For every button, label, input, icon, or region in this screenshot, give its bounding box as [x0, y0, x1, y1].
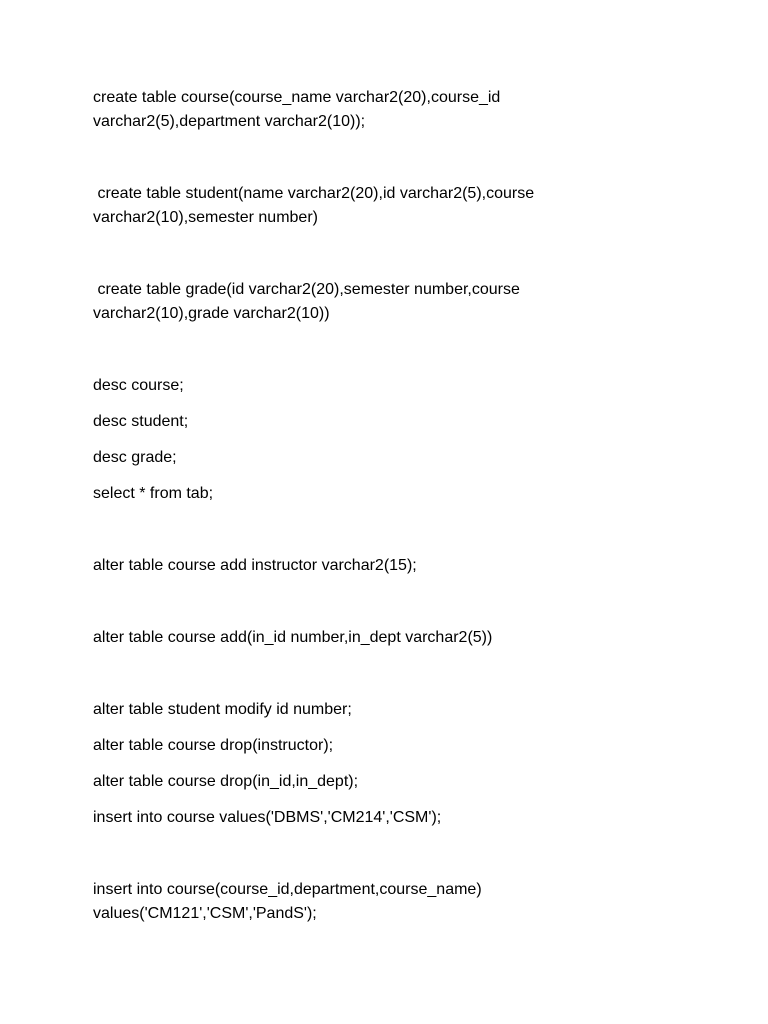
code-line: create table course(course_name varchar2(20),course_id	[93, 89, 501, 106]
code-line: select * from tab;	[93, 485, 214, 502]
code-line: create table student(name varchar2(20),id varchar2(5),course	[93, 185, 535, 202]
code-line: values('CM121','CSM','PandS');	[93, 905, 317, 922]
code-line: alter table course drop(in_id,in_dept);	[93, 773, 359, 790]
code-line: alter table course add instructor varchar2(15);	[93, 557, 417, 574]
code-line: insert into course values('DBMS','CM214','CSM');	[93, 809, 442, 826]
code-line: insert into course(course_id,department,course_name)	[93, 881, 482, 898]
code-line: desc student;	[93, 413, 189, 430]
code-line: varchar2(5),department varchar2(10));	[93, 113, 366, 130]
code-line: varchar2(10),grade varchar2(10))	[93, 305, 330, 322]
code-line: alter table student modify id number;	[93, 701, 352, 718]
code-line: desc course;	[93, 377, 184, 394]
code-line: desc grade;	[93, 449, 177, 466]
code-line: alter table course add(in_id number,in_dept varchar2(5))	[93, 629, 493, 646]
code-line: alter table course drop(instructor);	[93, 737, 334, 754]
code-line: varchar2(10),semester number)	[93, 209, 318, 226]
code-line: create table grade(id varchar2(20),semester number,course	[93, 281, 520, 298]
